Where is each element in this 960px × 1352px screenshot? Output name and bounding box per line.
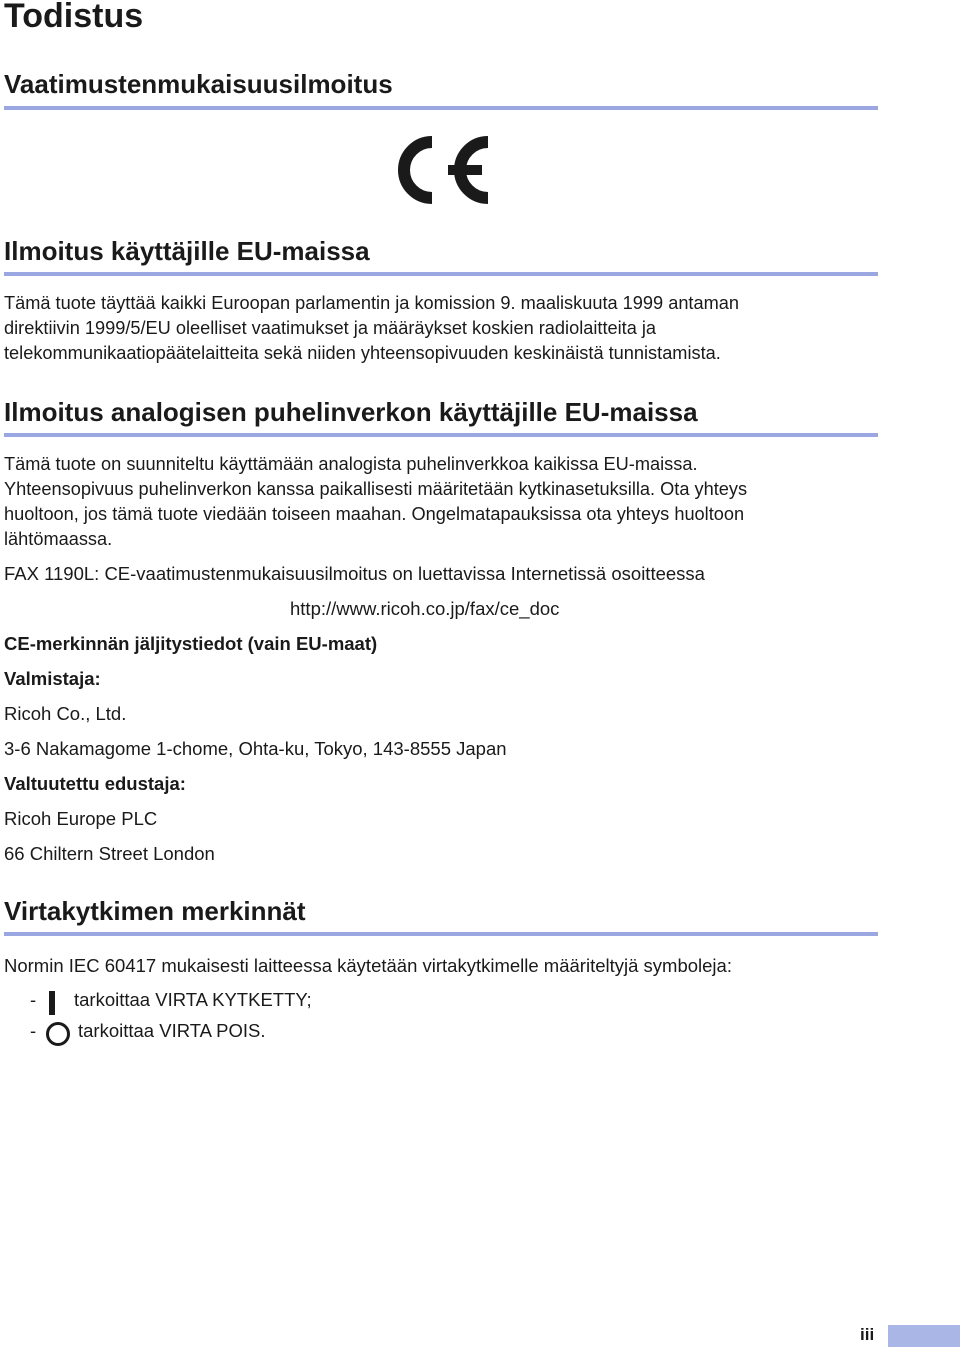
paragraph-line: Tämä tuote on suunniteltu käyttämään analogista puhelinverkkoa kaikissa EU-maissa. — [4, 454, 698, 474]
ce-trace-heading: CE-merkinnän jäljitystiedot (vain EU-maat) — [4, 633, 378, 654]
list-dash: - — [30, 989, 37, 1010]
section-rule — [4, 272, 878, 276]
page-number-bar — [888, 1325, 960, 1347]
paragraph-line: direktiivin 1999/5/EU oleelliset vaatimukset ja määräykset koskien radiolaitteita ja — [4, 318, 657, 338]
representative-name: Ricoh Europe PLC — [4, 808, 158, 829]
manufacturer-address: 3-6 Nakamagome 1-chome, Ohta-ku, Tokyo, 143-8555 Japan — [4, 738, 507, 759]
paragraph-line: Tämä tuote täyttää kaikki Euroopan parlamentin ja komission 9. maaliskuuta 1999 antaman — [4, 293, 739, 313]
section-rule — [4, 433, 878, 437]
list-dash: - — [30, 1020, 37, 1041]
power-on-bar-icon — [45, 990, 59, 1016]
section-heading-power-switch: Virtakytkimen merkinnät — [4, 896, 306, 926]
section-heading-analog-network: Ilmoitus analogisen puhelinverkon käyttäjille EU-maissa — [4, 397, 698, 427]
representative-label: Valtuutettu edustaja: — [4, 773, 186, 794]
power-off-circle-icon — [45, 1021, 71, 1047]
manufacturer-name: Ricoh Co., Ltd. — [4, 703, 127, 724]
manufacturer-label: Valmistaja: — [4, 668, 101, 689]
declaration-url-link[interactable]: http://www.ricoh.co.jp/fax/ce_doc — [290, 598, 560, 619]
page-title: Todistus — [4, 0, 144, 35]
paragraph-line: Yhteensopivuus puhelinverkon kanssa paikallisesti määritetään kytkinasetuksilla. Ota yhteys — [4, 479, 748, 499]
fax-declaration-text: FAX 1190L: CE-vaatimustenmukaisuusilmoitus on luettavissa Internetissä osoitteessa — [4, 563, 705, 584]
analog-network-paragraph — [4, 452, 904, 552]
representative-address: 66 Chiltern Street London — [4, 843, 215, 864]
power-switch-intro: Normin IEC 60417 mukaisesti laitteessa käytetään virtakytkimelle määriteltyjä symboleja: — [4, 955, 732, 976]
ce-mark-icon — [388, 132, 496, 208]
section-rule — [4, 106, 878, 110]
page-number: iii — [860, 1325, 875, 1344]
section-heading-eu-users: Ilmoitus käyttäjille EU-maissa — [4, 236, 370, 266]
section-rule — [4, 932, 878, 936]
paragraph-line: telekommunikaatiopäätelaitteita sekä niiden yhteensopivuuden keskinäistä tunnistamista. — [4, 343, 721, 363]
paragraph-line: huoltoon, jos tämä tuote viedään toiseen maahan. Ongelmatapauksissa ota yhteys huoltoon — [4, 504, 745, 524]
power-on-description: tarkoittaa VIRTA KYTKETTY; — [74, 989, 312, 1010]
power-off-description: tarkoittaa VIRTA POIS. — [78, 1020, 266, 1041]
paragraph-line: lähtömaassa. — [4, 529, 113, 549]
eu-users-paragraph — [4, 291, 904, 366]
section-heading-conformity: Vaatimustenmukaisuusilmoitus — [4, 69, 393, 99]
